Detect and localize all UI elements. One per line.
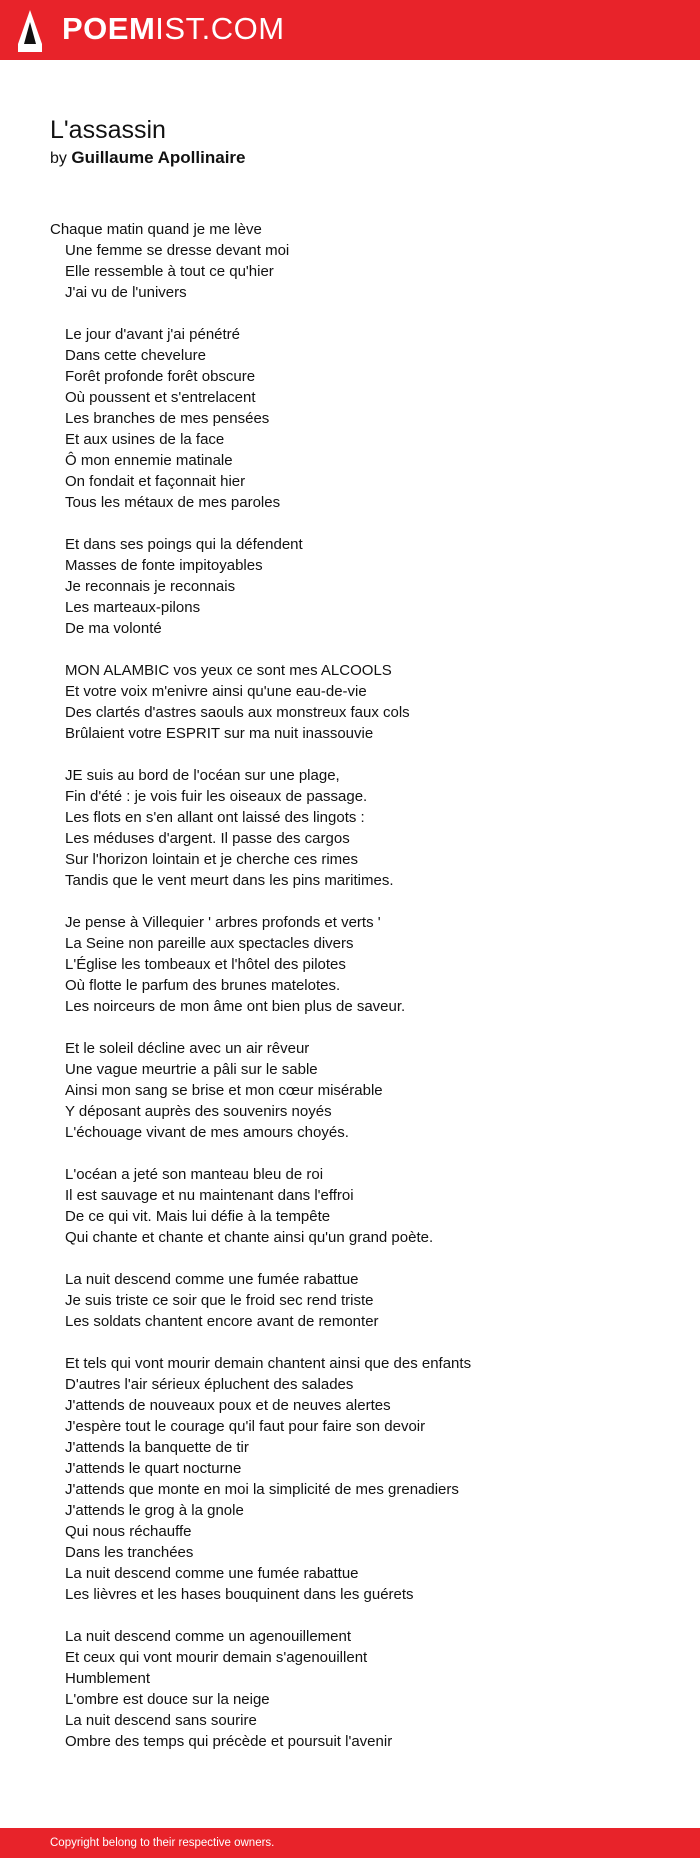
poem-title: L'assassin xyxy=(50,116,166,144)
poem-line: On fondait et façonnait hier xyxy=(65,473,246,490)
stanza-gap xyxy=(50,513,670,534)
brand-light: IST.COM xyxy=(155,11,285,46)
poem-line: Ô mon ennemie matinale xyxy=(65,452,233,469)
poem-line: De ce qui vit. Mais lui défie à la tempête xyxy=(65,1208,331,1225)
poem-line: Où flotte le parfum des brunes matelotes. xyxy=(65,977,341,994)
stanza-gap xyxy=(50,1248,670,1269)
by-prefix: by xyxy=(50,150,67,167)
poem-line: Et tels qui vont mourir demain chantent ainsi que des enfants xyxy=(65,1355,472,1372)
poem-line: Je pense à Villequier ' arbres profonds et verts ' xyxy=(65,914,381,931)
poem-line: Les marteaux-pilons xyxy=(65,599,201,616)
poem-line: La nuit descend comme une fumée rabattue xyxy=(65,1271,359,1288)
poem-line: J'attends que monte en moi la simplicité de mes grenadiers xyxy=(65,1481,459,1498)
poem-line: La nuit descend comme un agenouillement xyxy=(65,1628,352,1645)
stanza-gap xyxy=(50,1605,670,1626)
poem-line: La Seine non pareille aux spectacles divers xyxy=(65,935,354,952)
poem-line: Tous les métaux de mes paroles xyxy=(65,494,281,511)
poem-line: Et votre voix m'enivre ainsi qu'une eau-de-vie xyxy=(65,683,367,700)
author-link[interactable]: Guillaume Apollinaire xyxy=(71,148,246,167)
poem-line: MON ALAMBIC vos yeux ce sont mes ALCOOLS xyxy=(65,662,392,679)
pencil-icon[interactable] xyxy=(18,10,42,52)
poem-line: J'attends le grog à la gnole xyxy=(65,1502,244,1519)
poem-line: Forêt profonde forêt obscure xyxy=(65,368,256,385)
stanza-gap xyxy=(50,1143,670,1164)
poem-line: Où poussent et s'entrelacent xyxy=(65,389,256,406)
poem-line: La nuit descend comme une fumée rabattue xyxy=(65,1565,359,1582)
stanza-gap xyxy=(50,744,670,765)
poem-line: La nuit descend sans sourire xyxy=(65,1712,257,1729)
site-logo[interactable] xyxy=(62,11,285,47)
poem-line: Humblement xyxy=(65,1670,151,1687)
byline xyxy=(50,148,246,169)
poem-line: J'attends de nouveaux poux et de neuves alertes xyxy=(65,1397,391,1414)
poem-line: Fin d'été : je vois fuir les oiseaux de passage. xyxy=(65,788,368,805)
poem-line: Et aux usines de la face xyxy=(65,431,225,448)
poem-line: Les branches de mes pensées xyxy=(65,410,270,427)
poem-line: JE suis au bord de l'océan sur une plage, xyxy=(65,767,340,784)
poem-line: L'ombre est douce sur la neige xyxy=(65,1691,270,1708)
stanza-gap xyxy=(50,1332,670,1353)
stanza-gap xyxy=(50,891,670,912)
poem-line: Et le soleil décline avec un air rêveur xyxy=(65,1040,310,1057)
poem-line: Qui chante et chante et chante ainsi qu'un grand poète. xyxy=(65,1229,434,1246)
poem-line: Chaque matin quand je me lève xyxy=(50,221,262,238)
poem-line: Et dans ses poings qui la défendent xyxy=(65,536,303,553)
stanza-gap xyxy=(50,1017,670,1038)
copyright-notice: Copyright belong to their respective owners. xyxy=(50,1837,275,1849)
poem-line: Il est sauvage et nu maintenant dans l'effroi xyxy=(65,1187,354,1204)
poem-body xyxy=(50,219,670,1752)
poem-line: Des clartés d'astres saouls aux monstreux faux cols xyxy=(65,704,410,721)
poem-line: J'ai vu de l'univers xyxy=(65,284,187,301)
poem-line: Brûlaient votre ESPRIT sur ma nuit inassouvie xyxy=(65,725,374,742)
site-footer xyxy=(0,1828,700,1858)
poem-line: Dans les tranchées xyxy=(65,1544,194,1561)
poem-line: L'océan a jeté son manteau bleu de roi xyxy=(65,1166,324,1183)
poem-line: Une vague meurtrie a pâli sur le sable xyxy=(65,1061,318,1078)
poem-line: J'attends la banquette de tir xyxy=(65,1439,249,1456)
poem-line: Tandis que le vent meurt dans les pins maritimes. xyxy=(65,872,394,889)
poem-line: Les flots en s'en allant ont laissé des lingots : xyxy=(65,809,365,826)
poem-line: Une femme se dresse devant moi xyxy=(65,242,290,259)
poem-line: De ma volonté xyxy=(65,620,162,637)
poem-line: Ainsi mon sang se brise et mon cœur misérable xyxy=(65,1082,383,1099)
poem-line: Les noirceurs de mon âme ont bien plus de saveur. xyxy=(65,998,406,1015)
poem-line: L'Église les tombeaux et l'hôtel des pilotes xyxy=(65,956,346,973)
poem-line: Dans cette chevelure xyxy=(65,347,206,364)
poem-line: Elle ressemble à tout ce qu'hier xyxy=(65,263,274,280)
poem-line: Et ceux qui vont mourir demain s'agenouillent xyxy=(65,1649,368,1666)
poem-line: Je reconnais je reconnais xyxy=(65,578,236,595)
poem-line: Les lièvres et les hases bouquinent dans les guérets xyxy=(65,1586,414,1603)
site-header xyxy=(0,0,700,60)
brand-bold: POEM xyxy=(62,11,156,46)
poem-line: Les méduses d'argent. Il passe des cargos xyxy=(65,830,350,847)
poem-line: J'attends le quart nocturne xyxy=(65,1460,242,1477)
poem-line: Le jour d'avant j'ai pénétré xyxy=(65,326,241,343)
poem-line: Je suis triste ce soir que le froid sec rend triste xyxy=(65,1292,374,1309)
poem-line: Qui nous réchauffe xyxy=(65,1523,192,1540)
poem-line: Masses de fonte impitoyables xyxy=(65,557,263,574)
poem-line: Les soldats chantent encore avant de remonter xyxy=(65,1313,379,1330)
stanza-gap xyxy=(50,303,670,324)
poem-line: Sur l'horizon lointain et je cherche ces rimes xyxy=(65,851,358,868)
poem-line: L'échouage vivant de mes amours choyés. xyxy=(65,1124,349,1141)
poem-line: D'autres l'air sérieux épluchent des salades xyxy=(65,1376,354,1393)
poem-line: J'espère tout le courage qu'il faut pour faire son devoir xyxy=(65,1418,426,1435)
poem-line: Y déposant auprès des souvenirs noyés xyxy=(65,1103,332,1120)
stanza-gap xyxy=(50,639,670,660)
poem-line: Ombre des temps qui précède et poursuit l'avenir xyxy=(65,1733,393,1750)
